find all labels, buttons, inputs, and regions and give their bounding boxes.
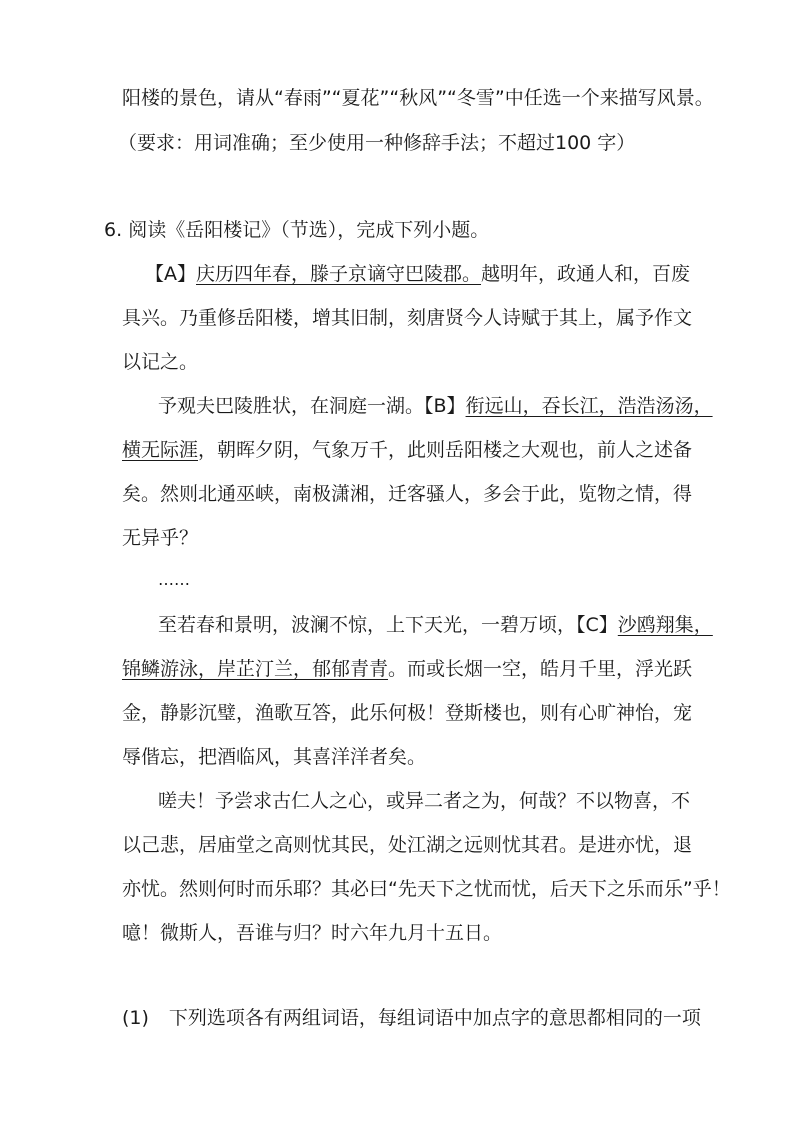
underlined-sentence-b-part-2: 横无际涯 <box>122 439 199 461</box>
passage-p1-line-3: 以记之。 <box>122 351 199 373</box>
passage-p3-line-1 <box>158 613 713 637</box>
passage-p2-line-3: 矣。然则北通巫峡，南极潇湘，迁客骚人，多会于此，览物之情，得 <box>122 483 693 505</box>
subquestion-number: (1) <box>122 1007 149 1029</box>
passage-p2-line-1 <box>158 394 713 418</box>
subquestion-1 <box>122 1006 701 1030</box>
question-instruction: 阅读《岳阳楼记》（节选），完成下列小题。 <box>128 219 490 241</box>
passage-p4-line-4: 噫！微斯人，吾谁与归？时六年九月十五日。 <box>122 922 503 944</box>
question-6-heading <box>104 218 489 242</box>
passage-text: 。而或长烟一空，皓月千里，浮光跃 <box>388 658 693 680</box>
passage-text: 越明年，政通人和，百废 <box>481 263 691 285</box>
marker-b: 【B】 <box>424 395 466 417</box>
passage-p3-line-4: 辱偕忘，把酒临风，其喜洋洋者矣。 <box>122 746 427 768</box>
underlined-sentence-a: 庆历四年春，滕子京谪守巴陵郡。 <box>196 263 482 285</box>
passage-text: ，朝晖夕阴，气象万千，此则岳阳楼之大观也，前人之述备 <box>198 439 693 461</box>
passage-p3-line-2 <box>122 657 692 681</box>
passage-p4-line-3: 亦忧。然则何时而乐耶？其必曰“先天下之忧而忧，后天下之乐而乐”乎！ <box>122 878 731 900</box>
underlined-sentence-c-part-2: 锦鳞游泳，岸芷汀兰，郁郁青青 <box>122 658 389 680</box>
marker-a: 【A】 <box>145 263 196 285</box>
passage-p2-line-2 <box>122 438 692 462</box>
underlined-sentence-b-part-1: 衔远山，吞长江，浩浩汤汤， <box>465 395 713 417</box>
passage-p4-line-2: 以己悲，居庙堂之高则忧其民，处江湖之远则忧其君。是进亦忧，退 <box>122 834 693 856</box>
prev-question-line-1: 阳楼的景色，请从“春雨”“夏花”“秋风”“冬雪”中任选一个来描写风景。 <box>122 87 714 109</box>
passage-p2-line-4: 无异乎？ <box>122 527 199 549</box>
passage-p3-line-3: 金，静影沉璧，渔歌互答，此乐何极！登斯楼也，则有心旷神怡，宠 <box>122 702 693 724</box>
passage-ellipsis: …… <box>158 570 190 589</box>
passage-p1-line-1 <box>145 262 690 286</box>
passage-p4-line-1: 嗟夫！予尝求古仁人之心，或异二者之为，何哉？不以物喜，不 <box>158 790 691 812</box>
question-number: 6. <box>104 219 123 241</box>
prev-question-requirements: （要求：用词准确；至少使用一种修辞手法；不超过100 字） <box>118 132 636 154</box>
passage-p1-line-2: 具兴。乃重修岳阳楼，增其旧制，刻唐贤今人诗赋于其上，属予作文 <box>122 307 693 329</box>
passage-text: 予观夫巴陵胜状，在洞庭一湖。 <box>158 395 425 417</box>
underlined-sentence-c-part-1: 沙鸥翔集， <box>617 614 713 636</box>
passage-text: 至若春和景明，波澜不惊，上下天光，一碧万顷， <box>158 614 577 636</box>
subquestion-text: 下列选项各有两组词语，每组词语中加点字的意思都相同的一项 <box>168 1007 701 1029</box>
marker-c: 【C】 <box>576 614 618 636</box>
